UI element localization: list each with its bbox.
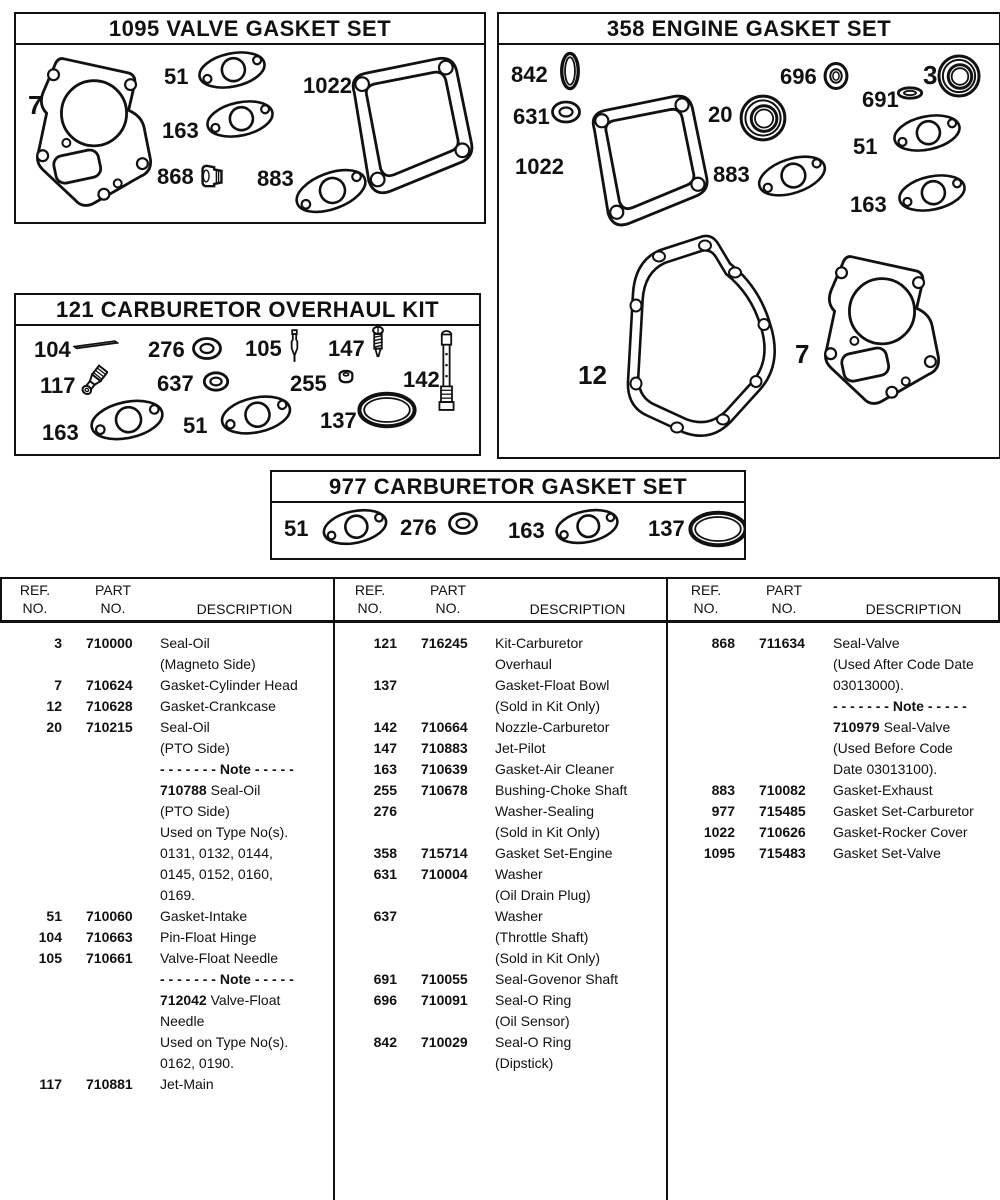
description-cell: Valve-Float Needle - - - - - - - Note - - - - - 712042 Valve-Float Needle Used on Type No(s). 0162, 0190. [160,950,294,1071]
part-ref-label: 883 [257,166,294,191]
ref-no-cell: 105 [38,950,62,966]
part-ref-label: 637 [157,371,194,396]
cylinder-head-gasket-icon [37,59,150,206]
magneto-oil-seal-icon [939,56,979,96]
description-cell: Nozzle-Carburetor [495,719,610,735]
part-no-cell: 710663 [86,929,133,945]
ref-no-cell: 883 [711,782,735,798]
table-header-col2: REF. NO. PART NO. DESCRIPTION [354,582,626,617]
part-ref-label: 3 [923,60,938,90]
ref-no-cell: 20 [46,719,62,735]
description-cell: Gasket-Float Bowl (Sold in Kit Only) [495,677,610,714]
description-cell: Seal-O Ring (Dipstick) [495,1034,572,1071]
table-row [339,717,662,738]
part-no-cell: 710639 [421,761,468,777]
air-cleaner-gasket-icon [88,395,166,445]
table-row [339,738,662,759]
table-row [677,843,996,864]
dipstick-oring-icon [562,53,579,88]
table-row [4,633,329,675]
ref-no-cell: 12 [46,698,62,714]
ref-no-cell: 358 [373,845,397,861]
description-cell: Jet-Main [160,1076,214,1092]
figure-title: 1095 VALVE GASKET SET [16,14,484,45]
part-no-cell: 710000 [86,635,133,651]
part-ref-label: 163 [162,118,199,143]
valve-gasket-set-illustration [16,14,484,222]
table-row [339,864,662,906]
governor-shaft-seal-icon [898,88,921,98]
part-ref-label: 842 [511,62,548,87]
valve-seal-icon [203,166,222,186]
oil-sensor-oring-icon [825,64,847,89]
table-column-1 [4,633,329,1095]
figure-valve-gasket-set [14,12,486,224]
ref-no-cell: 637 [373,908,397,924]
ref-no-cell: 691 [373,971,397,987]
figure-title: 977 CARBURETOR GASKET SET [272,472,744,503]
figure-title: 358 ENGINE GASKET SET [499,14,999,45]
part-no-cell [409,906,487,969]
float-needle-valve-icon [292,330,298,362]
part-ref-label: 163 [508,518,545,543]
part-no-cell: 710883 [421,740,468,756]
sealing-washer-icon [450,514,477,534]
part-ref-label: 51 [164,64,189,89]
ref-no-cell: 142 [373,719,397,735]
part-ref-label: 12 [578,360,607,390]
rocker-cover-gasket-icon [593,96,707,225]
ref-no-cell: 977 [711,803,735,819]
part-no-cell: 710004 [421,866,468,882]
part-no-cell: 710664 [421,719,468,735]
part-ref-label: 51 [284,516,309,541]
table-row [339,843,662,864]
part-ref-label: 696 [780,64,817,89]
part-ref-label: 163 [850,192,887,217]
description-cell: Gasket Set-Engine [495,845,613,861]
table-column-2 [339,633,662,1074]
part-ref-label: 105 [245,336,282,361]
description-cell: Bushing-Choke Shaft [495,782,628,798]
rocker-cover-gasket-icon [353,58,472,192]
intake-gasket-icon [321,505,389,549]
table-row [339,759,662,780]
pto-oil-seal-icon [741,96,785,140]
part-no-cell: 716245 [421,635,468,651]
description-cell: Gasket-Cylinder Head [160,677,298,693]
ref-no-cell: 7 [54,677,62,693]
ref-no-cell: 121 [373,635,397,651]
table-row [339,906,662,969]
ref-no-cell: 696 [373,992,397,1008]
part-no-cell [409,675,487,717]
throttle-shaft-washer-icon [204,373,227,390]
column-divider [333,577,335,1200]
part-no-cell: 710624 [86,677,133,693]
table-row [339,990,662,1032]
part-ref-label: 7 [28,90,43,120]
table-row [4,948,329,1074]
part-ref-label: 691 [862,87,899,112]
float-bowl-gasket-icon [690,513,744,545]
pilot-jet-icon [373,327,383,356]
figure-carburetor-overhaul-kit [14,293,481,456]
part-ref-label: 20 [708,102,733,127]
table-row [677,801,996,822]
part-ref-label: 51 [183,413,208,438]
table-row [339,969,662,990]
sealing-washer-icon [194,339,221,359]
float-hinge-pin-icon [74,341,117,348]
part-no-cell: 711634 [759,635,805,651]
oil-drain-washer-icon [553,102,580,122]
part-ref-label: 117 [40,373,76,398]
part-no-cell: 715714 [421,845,468,861]
ref-no-cell: 163 [373,761,397,777]
part-no-cell: 710881 [86,1076,133,1092]
description-cell: Washer (Oil Drain Plug) [495,866,591,903]
description-cell: Pin-Float Hinge [160,929,257,945]
table-row [4,717,329,906]
ref-no-cell: 117 [39,1076,62,1092]
table-row [677,633,996,780]
ref-no-cell: 1022 [703,824,735,840]
description-cell: Gasket Set-Valve [833,845,941,861]
intake-gasket-icon [196,47,268,93]
description-cell: Seal-Valve (Used After Code Date 03013000). - - - - - - - Note - - - - - 710979 Seal-Valve (Used Before Code Date 03013100). [833,635,974,777]
description-cell: Washer-Sealing (Sold in Kit Only) [495,803,601,840]
description-cell: Kit-Carburetor Overhaul [495,635,583,672]
description-cell: Gasket-Crankcase [160,698,276,714]
part-no-cell: 710082 [759,782,806,798]
main-jet-icon [80,366,107,397]
ref-no-cell: 1095 [703,845,735,861]
ref-no-cell: 255 [373,782,397,798]
table-row [339,1032,662,1074]
part-no-cell: 710060 [86,908,133,924]
description-cell: Gasket-Intake [160,908,248,924]
part-ref-label: 868 [157,164,194,189]
exhaust-gasket-icon [753,149,831,204]
table-column-3 [677,633,996,864]
air-cleaner-gasket-icon [554,505,621,548]
figure-title: 121 CARBURETOR OVERHAUL KIT [16,295,479,326]
table-row [339,633,662,675]
part-ref-label: 631 [513,104,550,129]
ref-no-cell: 868 [711,635,735,651]
part-ref-label: 7 [795,339,810,369]
table-row [4,927,329,948]
part-no-cell: 715483 [759,845,806,861]
part-ref-label: 51 [853,134,878,159]
part-ref-label: 137 [320,408,357,433]
description-cell: Jet-Pilot [495,740,546,756]
table-row [4,906,329,927]
ref-no-cell: 51 [46,908,62,924]
carburetor-nozzle-icon [439,331,453,410]
description-cell: Gasket Set-Carburetor [833,803,974,819]
part-no-cell: 710678 [421,782,468,798]
part-ref-label: 883 [713,162,750,187]
crankcase-gasket-icon [628,236,775,436]
ref-no-cell: 631 [373,866,397,882]
part-ref-label: 255 [290,371,327,396]
table-header-col1: REF. NO. PART NO. DESCRIPTION [19,582,293,617]
description-cell: Gasket-Exhaust [833,782,933,798]
cylinder-head-gasket-icon [825,257,938,404]
part-ref-label: 142 [403,367,440,392]
table-row [677,822,996,843]
part-ref-label: 1022 [303,73,352,98]
figure-engine-gasket-set [497,12,1000,459]
part-ref-label: 276 [148,337,185,362]
ref-no-cell: 147 [373,740,397,756]
table-row [339,675,662,717]
choke-shaft-bushing-icon [340,371,353,382]
part-no-cell: 710029 [421,1034,468,1050]
table-row [339,801,662,843]
ref-no-cell: 276 [373,803,397,819]
ref-no-cell: 842 [373,1034,397,1050]
part-ref-label: 137 [648,516,685,541]
part-no-cell [409,801,487,843]
description-cell: Gasket-Air Cleaner [495,761,615,777]
part-no-cell: 715485 [759,803,806,819]
air-cleaner-gasket-icon [896,170,968,216]
intake-gasket-icon [891,110,963,156]
float-bowl-gasket-icon [359,394,414,426]
table-row [677,780,996,801]
part-no-cell: 710091 [421,992,468,1008]
description-cell: Gasket-Rocker Cover [833,824,968,840]
part-no-cell: 710055 [421,971,468,987]
table-row [4,696,329,717]
intake-gasket-icon [219,391,294,439]
table-row [339,780,662,801]
description-cell: Seal-Govenor Shaft [495,971,618,987]
ref-no-cell: 104 [38,929,62,945]
description-cell: Seal-Oil (PTO Side) - - - - - - - Note - - - - - 710788 Seal-Oil (PTO Side) Used on Type No(s). 0131, 0132, 0144, 0145, 0152, 0160, 0169. [160,719,294,903]
description-cell: Seal-O Ring (Oil Sensor) [495,992,572,1029]
ref-no-cell: 137 [373,677,397,693]
part-ref-label: 1022 [515,154,564,179]
part-no-cell: 710628 [86,698,133,714]
table-row [4,1074,329,1095]
air-cleaner-gasket-icon [204,96,276,142]
figure-carburetor-gasket-set [270,470,746,560]
exhaust-gasket-icon [289,161,373,221]
part-no-cell: 710215 [86,719,133,735]
part-ref-label: 276 [400,515,437,540]
table-header-col3: REF. NO. PART NO. DESCRIPTION [690,582,962,617]
table-row [4,675,329,696]
part-no-cell: 710661 [86,950,133,966]
part-ref-label: 104 [34,337,71,362]
ref-no-cell: 3 [54,635,62,651]
column-divider [666,577,668,1200]
description-cell: Washer (Throttle Shaft) (Sold in Kit Only) [495,908,601,966]
description-cell: Seal-Oil (Magneto Side) [160,635,256,672]
part-ref-label: 163 [42,420,79,445]
part-no-cell: 710626 [759,824,806,840]
part-ref-label: 147 [328,336,365,361]
